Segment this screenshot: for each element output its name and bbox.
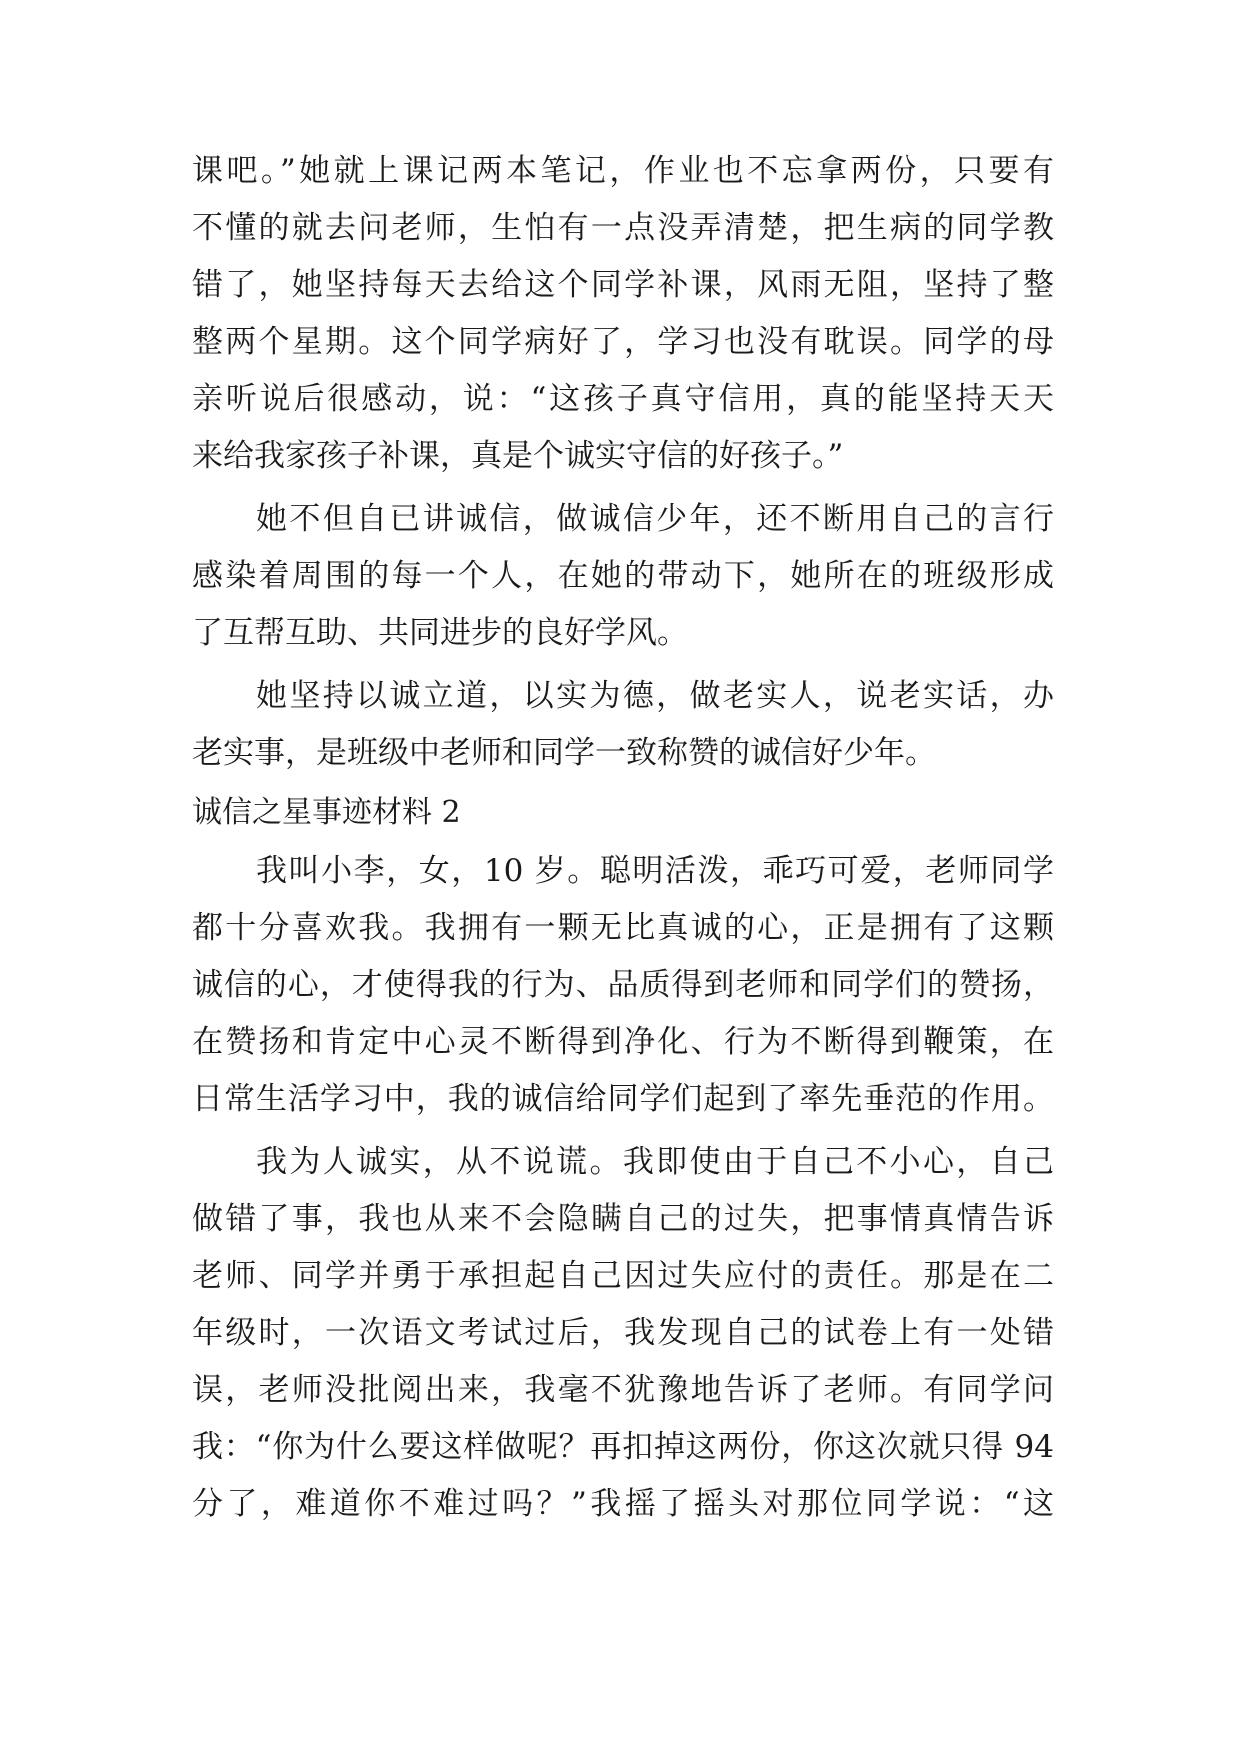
text-line: 诚信的心，才使得我的行为、品质得到老师和同学们的赞扬， — [192, 967, 1054, 1003]
text-line: 她坚持以诚立道，以实为德，做老实人，说老实话，办 — [256, 678, 1054, 714]
section-heading: 诚信之星事迹材料 2 — [192, 795, 461, 830]
text-line: 误，老师没批阅出来，我毫不犹豫地告诉了老师。有同学问 — [192, 1372, 1054, 1408]
text-line: 整两个星期。这个同学病好了，学习也没有耽误。同学的母 — [192, 324, 1054, 360]
text-line: 来给我家孩子补课，真是个诚实守信的好孩子。” — [192, 438, 844, 474]
text-line: 不懂的就去问老师，生怕有一点没弄清楚，把生病的同学教 — [192, 210, 1054, 246]
text-line: 我：“你为什么要这样做呢？再扣掉这两份，你这次就只得 94 — [192, 1429, 1054, 1465]
text-line: 老实事，是班级中老师和同学一致称赞的诚信好少年。 — [192, 735, 936, 771]
text-line: 错了，她坚持每天去给这个同学补课，风雨无阻，坚持了整 — [192, 267, 1054, 303]
text-line: 在赞扬和肯定中心灵不断得到净化、行为不断得到鞭策，在 — [192, 1024, 1054, 1060]
text-line: 老师、同学并勇于承担起自己因过失应付的责任。那是在二 — [192, 1258, 1054, 1294]
text-line: 课吧。”她就上课记两本笔记，作业也不忘拿两份，只要有 — [192, 153, 1054, 189]
text-line: 年级时，一次语文考试过后，我发现自己的试卷上有一处错 — [192, 1315, 1054, 1351]
text-line: 都十分喜欢我。我拥有一颗无比真诚的心，正是拥有了这颗 — [192, 910, 1054, 946]
text-line: 我为人诚实，从不说谎。我即使由于自己不小心，自己 — [256, 1144, 1054, 1180]
text-line: 感染着周围的每一个人，在她的带动下，她所在的班级形成 — [192, 558, 1054, 594]
text-line: 我叫小李，女，10 岁。聪明活泼，乖巧可爱，老师同学 — [256, 853, 1054, 889]
text-line: 做错了事，我也从来不会隐瞒自己的过失，把事情真情告诉 — [192, 1201, 1054, 1237]
text-line: 她不但自已讲诚信，做诚信少年，还不断用自己的言行 — [256, 501, 1054, 537]
text-line: 亲听说后很感动，说：“这孩子真守信用，真的能坚持天天 — [192, 381, 1054, 417]
text-line: 日常生活学习中，我的诚信给同学们起到了率先垂范的作用。 — [192, 1081, 1054, 1117]
text-line: 分了，难道你不难过吗？”我摇了摇头对那位同学说：“这 — [192, 1486, 1054, 1522]
text-line: 了互帮互助、共同进步的良好学风。 — [192, 615, 688, 651]
